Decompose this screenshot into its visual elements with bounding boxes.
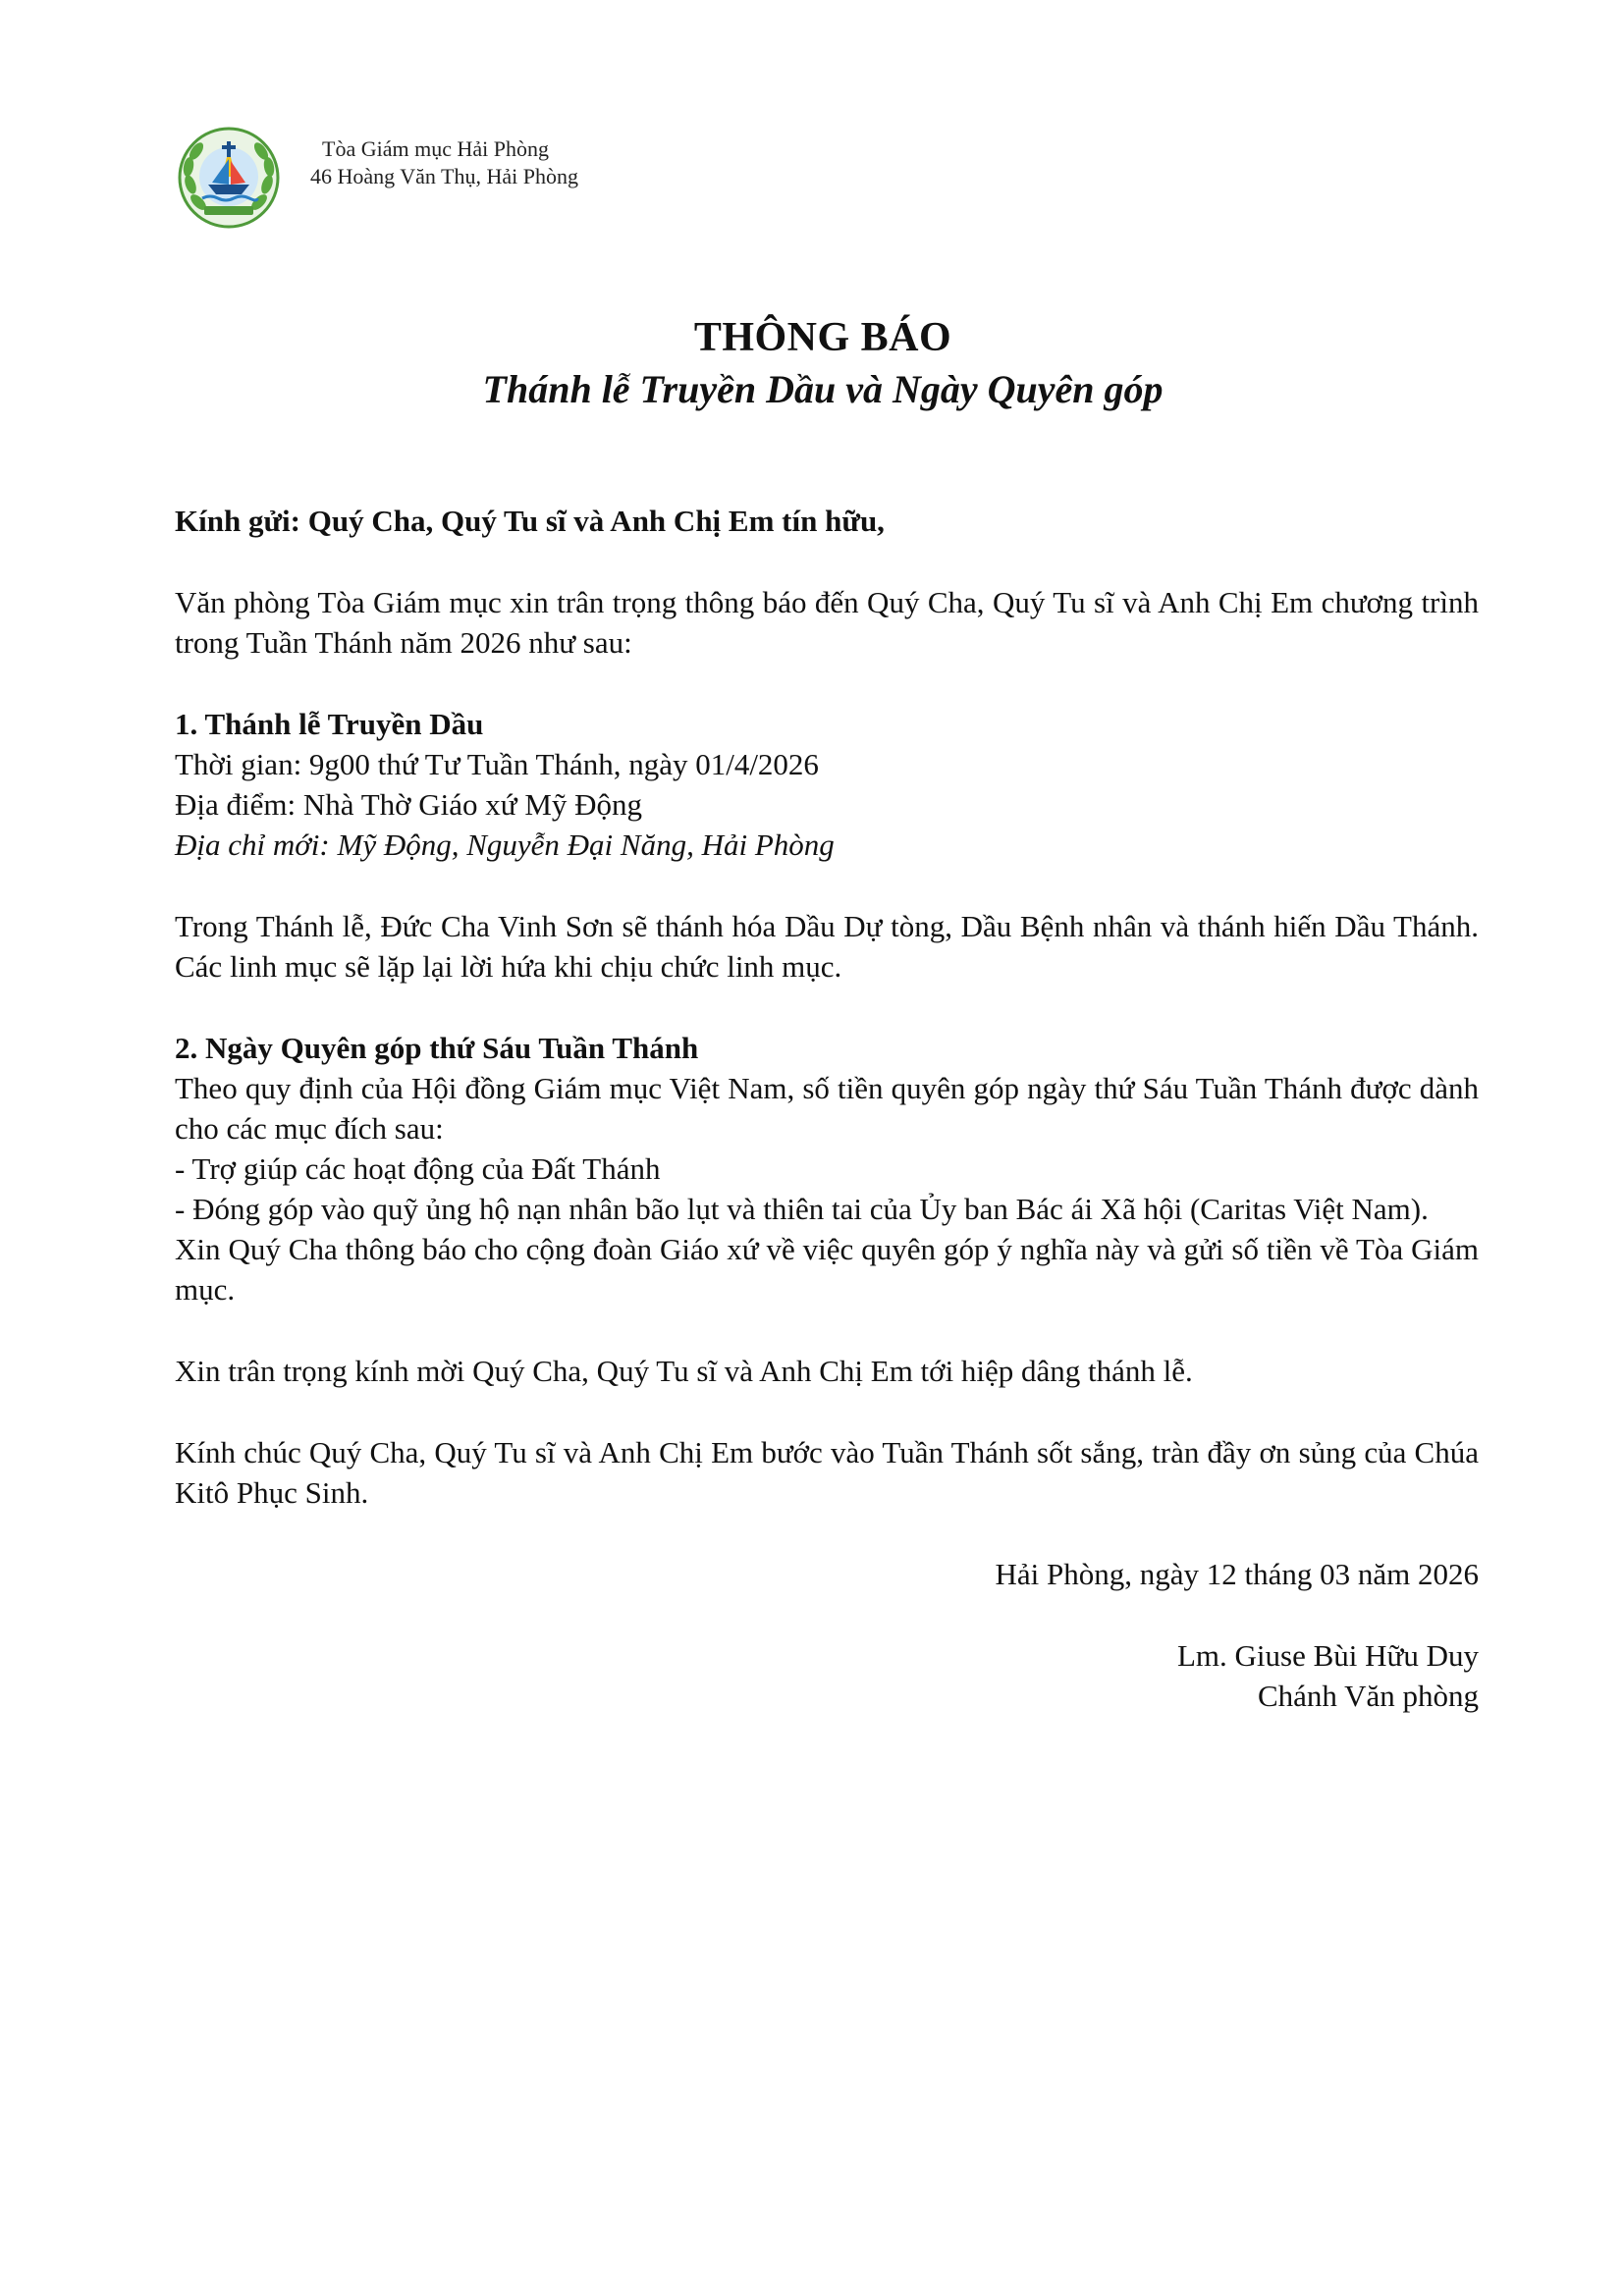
closing-paragraph: Kính chúc Quý Cha, Quý Tu sĩ và Anh Chị Em bước vào Tuần Thánh sốt sắng, tràn đầy ơn sủng của Chúa Kitô Phục Sinh. [175,1435,1479,1510]
section-2-item: - Đóng góp vào quỹ ủng hộ nạn nhân bão lụt và thiên tai của Ủy ban Bác ái Xã hội (Caritas Việt Nam). [175,1192,1429,1226]
section-1-time: Thời gian: 9g00 thứ Tư Tuần Thánh, ngày 01/4/2026 [175,747,819,781]
invitation-paragraph: Xin trân trọng kính mời Quý Cha, Quý Tu sĩ và Anh Chị Em tới hiệp dâng thánh lễ. [175,1354,1193,1388]
title-block [0,312,1624,416]
date-line: Hải Phòng, ngày 12 tháng 03 năm 2026 [995,1557,1479,1591]
section-2-heading: 2. Ngày Quyên góp thứ Sáu Tuần Thánh [175,1031,699,1065]
diocese-seal-icon [177,126,281,230]
document-subtitle: Thánh lễ Truyền Dầu và Ngày Quyên góp [482,367,1164,411]
document-title: THÔNG BÁO [693,315,952,360]
organization-info [310,135,578,190]
section-2-request: Xin Quý Cha thông báo cho cộng đoàn Giáo xứ về việc quyên góp ý nghĩa này và gửi số tiền về Tòa Giám mục. [175,1232,1479,1307]
salutation: Kính gửi: Quý Cha, Quý Tu sĩ và Anh Chị Em tín hữu, [175,504,885,538]
section-2-item: - Trợ giúp các hoạt động của Đất Thánh [175,1151,661,1186]
letter-body [175,501,1479,1716]
signer-title: Chánh Văn phòng [1257,1679,1479,1713]
section-1-description: Trong Thánh lễ, Đức Cha Vinh Sơn sẽ thánh hóa Dầu Dự tòng, Dầu Bệnh nhân và thánh hiến Dầu Thánh. Các linh mục sẽ lặp lại lời hứa khi chịu chức linh mục. [175,909,1479,984]
signer-name: Lm. Giuse Bùi Hữu Duy [1177,1638,1479,1673]
organization-name: Tòa Giám mục Hải Phòng [322,136,549,161]
letterhead [177,126,766,234]
section-1-heading: 1. Thánh lễ Truyền Dầu [175,707,484,741]
organization-address: 46 Hoàng Văn Thụ, Hải Phòng [310,164,578,188]
section-1-place: Địa điểm: Nhà Thờ Giáo xứ Mỹ Động [175,787,643,822]
intro-paragraph: Văn phòng Tòa Giám mục xin trân trọng thông báo đến Quý Cha, Quý Tu sĩ và Anh Chị Em chương trình trong Tuần Thánh năm 2026 như sau: [175,585,1479,660]
section-2-intro: Theo quy định của Hội đồng Giám mục Việt Nam, số tiền quyên góp ngày thứ Sáu Tuần Thánh được dành cho các mục đích sau: [175,1071,1479,1146]
section-1-new-address: Địa chỉ mới: Mỹ Động, Nguyễn Đại Năng, Hải Phòng [175,828,835,862]
